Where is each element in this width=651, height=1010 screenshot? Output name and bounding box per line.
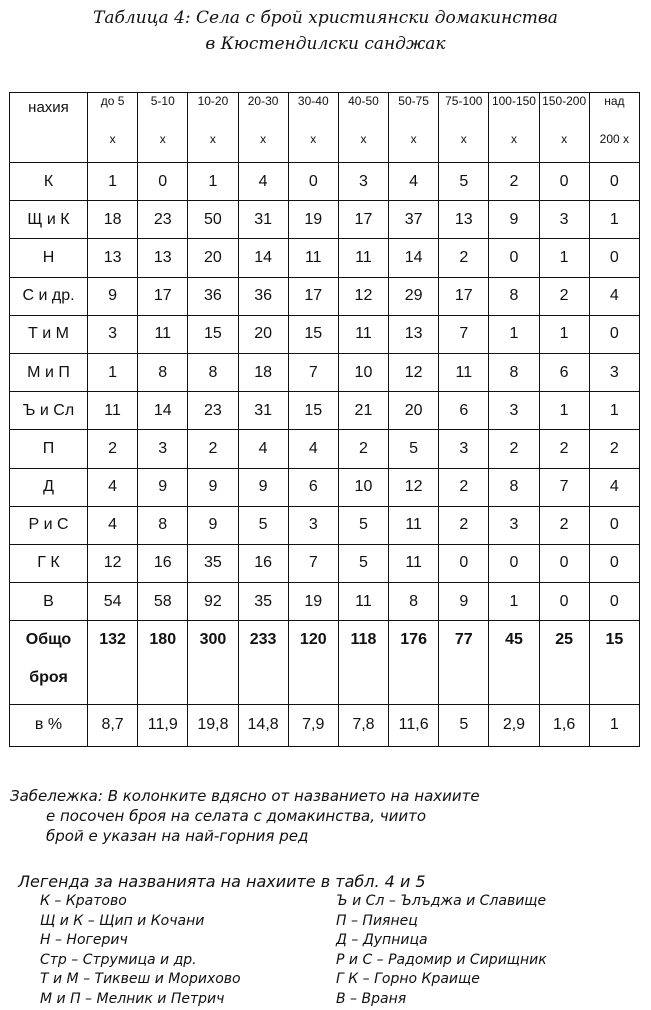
legend-left-column — [40, 892, 241, 1009]
table-cell: 0 — [439, 544, 489, 582]
row-label: М и П — [10, 353, 88, 391]
table-cell: 13 — [138, 239, 188, 277]
table-cell: 20 — [188, 239, 238, 277]
table-cell: 36 — [188, 277, 238, 315]
table-cell: 20 — [389, 392, 439, 430]
row-label: Н — [10, 239, 88, 277]
table-cell: 1 — [539, 239, 589, 277]
table-cell: 21 — [338, 392, 388, 430]
table-cell: 3 — [288, 506, 338, 544]
total-cell: 45 — [489, 621, 539, 705]
legend-right-column — [336, 892, 547, 1009]
table-row — [10, 315, 640, 353]
table-cell: 11 — [338, 315, 388, 353]
percent-cell: 1,6 — [539, 704, 589, 746]
table-cell: 13 — [439, 201, 489, 239]
table-row — [10, 392, 640, 430]
table-title-line-2: в Кюстендилски санджак — [205, 34, 446, 54]
column-header: 20-30 х — [238, 93, 288, 163]
villages-table — [9, 92, 640, 747]
table-cell: 2 — [439, 506, 489, 544]
column-header: 30-40 х — [288, 93, 338, 163]
total-cell: 132 — [88, 621, 138, 705]
note-line-1: Забележка: В колонките вдясно от названието на нахиите — [10, 787, 480, 805]
table-cell: 1 — [88, 353, 138, 391]
table-cell: 0 — [489, 239, 539, 277]
table-cell: 11 — [288, 239, 338, 277]
legend-item: К – Кратово — [40, 893, 127, 909]
percent-cell: 11,6 — [389, 704, 439, 746]
table-cell: 20 — [238, 315, 288, 353]
table-cell: 4 — [88, 468, 138, 506]
table-cell: 2 — [489, 430, 539, 468]
table-cell: 6 — [288, 468, 338, 506]
table-cell: 3 — [589, 353, 639, 391]
legend-item: П – Пиянец — [336, 912, 418, 929]
legend-item: Ъ и Сл – Ълъджа и Славище — [336, 893, 547, 909]
table-cell: 0 — [589, 506, 639, 544]
percent-cell: 2,9 — [489, 704, 539, 746]
table-cell: 5 — [238, 506, 288, 544]
total-cell: 15 — [589, 621, 639, 705]
table-cell: 8 — [188, 353, 238, 391]
table-row — [10, 430, 640, 468]
table-cell: 0 — [539, 544, 589, 582]
table-cell: 9 — [188, 506, 238, 544]
table-cell: 0 — [589, 315, 639, 353]
table-cell: 9 — [439, 583, 489, 621]
table-cell: 14 — [138, 392, 188, 430]
table-cell: 5 — [338, 506, 388, 544]
table-row — [10, 506, 640, 544]
table-cell: 11 — [338, 583, 388, 621]
table-cell: 1 — [88, 163, 138, 201]
table-row — [10, 201, 640, 239]
total-row — [10, 621, 640, 705]
table-cell: 2 — [439, 468, 489, 506]
legend-title: Легенда за названията на нахиите в табл. 4 и 5 — [18, 872, 426, 891]
table-cell: 9 — [489, 201, 539, 239]
total-cell: 120 — [288, 621, 338, 705]
total-label-line-2: броя — [29, 669, 68, 687]
table-cell: 2 — [539, 277, 589, 315]
table-cell: 23 — [138, 201, 188, 239]
percent-cell: 7,9 — [288, 704, 338, 746]
column-header: 75-100 х — [439, 93, 489, 163]
table-cell: 7 — [288, 353, 338, 391]
legend-item: Д – Дупница — [336, 932, 428, 948]
column-header: 100-150 х — [489, 93, 539, 163]
table-cell: 37 — [389, 201, 439, 239]
table-cell: 23 — [188, 392, 238, 430]
table-cell: 11 — [389, 544, 439, 582]
total-cell: 77 — [439, 621, 489, 705]
table-row — [10, 544, 640, 582]
table-cell: 0 — [589, 544, 639, 582]
total-cell: 176 — [389, 621, 439, 705]
total-label-line-1: Общо — [25, 631, 72, 649]
table-cell: 11 — [338, 239, 388, 277]
table-cell: 1 — [188, 163, 238, 201]
column-header: 5-10 х — [138, 93, 188, 163]
table-cell: 10 — [338, 353, 388, 391]
table-cell: 4 — [589, 468, 639, 506]
table-row — [10, 583, 640, 621]
table-cell: 3 — [439, 430, 489, 468]
row-label: К — [10, 163, 88, 201]
row-label: Д — [10, 468, 88, 506]
table-cell: 9 — [188, 468, 238, 506]
legend-item: В – Враня — [336, 990, 407, 1007]
header-row — [10, 93, 640, 163]
table-cell: 2 — [338, 430, 388, 468]
table-cell: 17 — [439, 277, 489, 315]
legend-item: Н – Ногерич — [40, 932, 128, 948]
table-cell: 6 — [439, 392, 489, 430]
table-cell: 0 — [539, 583, 589, 621]
table-cell: 14 — [238, 239, 288, 277]
table-cell: 18 — [238, 353, 288, 391]
table-row — [10, 277, 640, 315]
table-cell: 58 — [138, 583, 188, 621]
table-cell: 9 — [138, 468, 188, 506]
table-cell: 1 — [539, 315, 589, 353]
table-cell: 16 — [138, 544, 188, 582]
table-cell: 1 — [489, 315, 539, 353]
table-cell: 3 — [489, 392, 539, 430]
table-cell: 35 — [238, 583, 288, 621]
table-row — [10, 239, 640, 277]
table-cell: 31 — [238, 392, 288, 430]
percent-cell: 8,7 — [88, 704, 138, 746]
table-cell: 13 — [389, 315, 439, 353]
row-label: С и др. — [10, 277, 88, 315]
total-cell: 300 — [188, 621, 238, 705]
table-cell: 2 — [439, 239, 489, 277]
row-label: П — [10, 430, 88, 468]
table-cell: 12 — [88, 544, 138, 582]
percent-cell: 19,8 — [188, 704, 238, 746]
table-cell: 4 — [389, 163, 439, 201]
table-cell: 5 — [439, 163, 489, 201]
legend-item: Стр – Струмица и др. — [40, 951, 197, 968]
table-cell: 31 — [238, 201, 288, 239]
table-cell: 15 — [288, 392, 338, 430]
table-cell: 10 — [338, 468, 388, 506]
column-header: 10-20 х — [188, 93, 238, 163]
table-cell: 35 — [188, 544, 238, 582]
table-cell: 7 — [539, 468, 589, 506]
table-cell: 7 — [288, 544, 338, 582]
legend-item: Г К – Горно Краище — [336, 971, 480, 987]
total-cell: 180 — [138, 621, 188, 705]
table-cell: 5 — [389, 430, 439, 468]
table-cell: 0 — [589, 239, 639, 277]
table-cell: 15 — [188, 315, 238, 353]
row-label: Р и С — [10, 506, 88, 544]
table-cell: 0 — [489, 544, 539, 582]
legend-item: Т и М – Тиквеш и Морихово — [40, 971, 241, 987]
column-header: 150-200 х — [539, 93, 589, 163]
table-cell: 4 — [238, 163, 288, 201]
total-cell: 118 — [338, 621, 388, 705]
table-cell: 19 — [288, 201, 338, 239]
table-cell: 0 — [589, 583, 639, 621]
table-cell: 54 — [88, 583, 138, 621]
table-cell: 15 — [288, 315, 338, 353]
row-label: Щ и К — [10, 201, 88, 239]
table-cell: 2 — [88, 430, 138, 468]
table-cell: 3 — [539, 201, 589, 239]
table-cell: 1 — [539, 392, 589, 430]
percent-cell: 11,9 — [138, 704, 188, 746]
table-cell: 5 — [338, 544, 388, 582]
table-cell: 50 — [188, 201, 238, 239]
table-cell: 3 — [489, 506, 539, 544]
table-cell: 2 — [589, 430, 639, 468]
row-label: Г К — [10, 544, 88, 582]
table-cell: 0 — [539, 163, 589, 201]
table-cell: 11 — [88, 392, 138, 430]
column-header: до 5 х — [88, 93, 138, 163]
table-cell: 0 — [288, 163, 338, 201]
legend-item: М и П – Мелник и Петрич — [40, 990, 225, 1007]
row-label: В — [10, 583, 88, 621]
table-cell: 4 — [589, 277, 639, 315]
table-cell: 4 — [288, 430, 338, 468]
table-cell: 6 — [539, 353, 589, 391]
table-row — [10, 353, 640, 391]
table-title-line-1: Таблица 4: Села с брой християнски домакинства — [93, 8, 558, 28]
table-cell: 17 — [288, 277, 338, 315]
total-cell: 233 — [238, 621, 288, 705]
column-header: 50-75 х — [389, 93, 439, 163]
table-cell: 17 — [138, 277, 188, 315]
table-cell: 13 — [88, 239, 138, 277]
total-cell: 25 — [539, 621, 589, 705]
percent-row — [10, 704, 640, 746]
row-label: Ъ и Сл — [10, 392, 88, 430]
table-cell: 8 — [489, 277, 539, 315]
total-label — [10, 621, 88, 705]
table-cell: 92 — [188, 583, 238, 621]
percent-label: в % — [10, 704, 88, 746]
table-cell: 8 — [138, 353, 188, 391]
percent-cell: 1 — [589, 704, 639, 746]
table-cell: 1 — [589, 201, 639, 239]
table-cell: 9 — [88, 277, 138, 315]
table-cell: 0 — [138, 163, 188, 201]
table-cell: 14 — [389, 239, 439, 277]
percent-cell: 7,8 — [338, 704, 388, 746]
table-cell: 2 — [489, 163, 539, 201]
table-cell: 8 — [389, 583, 439, 621]
table-cell: 12 — [389, 353, 439, 391]
table-cell: 1 — [589, 392, 639, 430]
table-cell: 29 — [389, 277, 439, 315]
table-cell: 1 — [489, 583, 539, 621]
table-cell: 8 — [489, 468, 539, 506]
table-cell: 8 — [489, 353, 539, 391]
table-row — [10, 468, 640, 506]
note-line-2: е посочен броя на селата с домакинства, чиито — [46, 807, 427, 825]
table-cell: 9 — [238, 468, 288, 506]
column-header: 40-50 х — [338, 93, 388, 163]
table-cell: 11 — [439, 353, 489, 391]
column-header: над 200 х — [589, 93, 639, 163]
legend-item: Р и С – Радомир и Сирищник — [336, 951, 547, 968]
table-cell: 0 — [589, 163, 639, 201]
note-line-3: брой е указан на най-горния ред — [46, 827, 309, 845]
table-cell: 7 — [439, 315, 489, 353]
table-cell: 3 — [338, 163, 388, 201]
table-cell: 12 — [338, 277, 388, 315]
percent-cell: 5 — [439, 704, 489, 746]
table-cell: 2 — [539, 506, 589, 544]
table-cell: 8 — [138, 506, 188, 544]
table-cell: 3 — [88, 315, 138, 353]
row-label: Т и М — [10, 315, 88, 353]
table-cell: 36 — [238, 277, 288, 315]
table-cell: 2 — [539, 430, 589, 468]
percent-cell: 14,8 — [238, 704, 288, 746]
table-cell: 18 — [88, 201, 138, 239]
table-cell: 4 — [238, 430, 288, 468]
table-note — [10, 786, 630, 846]
legend-item: Щ и К – Щип и Кочани — [40, 912, 205, 929]
table-cell: 12 — [389, 468, 439, 506]
table-cell: 2 — [188, 430, 238, 468]
table-row — [10, 163, 640, 201]
table-cell: 11 — [389, 506, 439, 544]
table-cell: 4 — [88, 506, 138, 544]
table-cell: 3 — [138, 430, 188, 468]
corner-header: нахия — [10, 93, 88, 163]
table-cell: 16 — [238, 544, 288, 582]
table-cell: 11 — [138, 315, 188, 353]
table-cell: 17 — [338, 201, 388, 239]
table-cell: 19 — [288, 583, 338, 621]
